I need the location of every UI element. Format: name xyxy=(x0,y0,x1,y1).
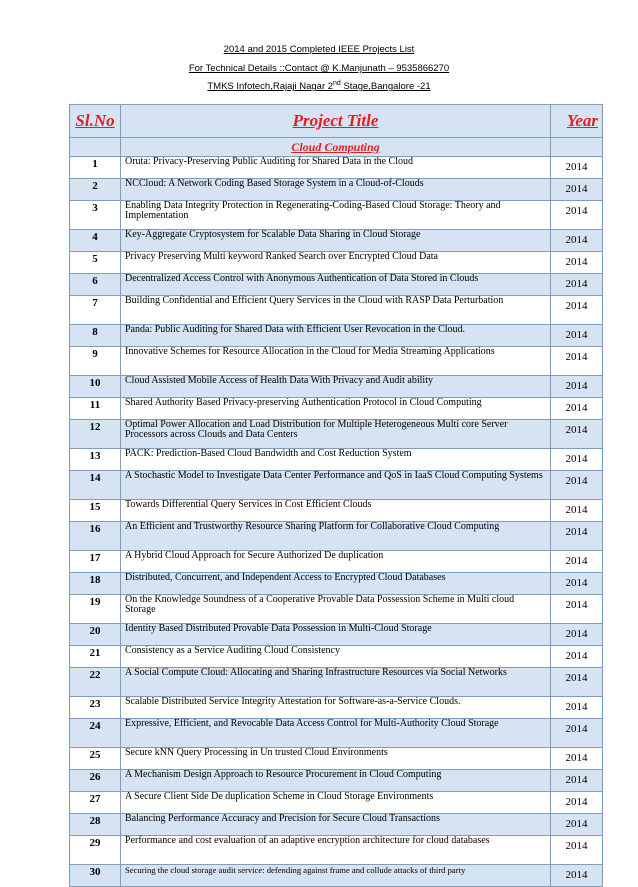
table-row xyxy=(70,792,603,814)
row-title: NCCloud: A Network Coding Based Storage System in a Cloud-of-Clouds xyxy=(121,179,551,201)
row-year: 2014 xyxy=(551,376,603,398)
row-slno: 17 xyxy=(70,551,121,573)
row-title: An Efficient and Trustworthy Resource Sharing Platform for Collaborative Cloud Computing xyxy=(121,522,551,551)
row-slno: 14 xyxy=(70,471,121,500)
row-slno: 21 xyxy=(70,646,121,668)
row-title: Panda: Public Auditing for Shared Data with Efficient User Revocation in the Cloud. xyxy=(121,325,551,347)
table-row xyxy=(70,376,603,398)
section-row xyxy=(70,138,603,157)
row-year: 2014 xyxy=(551,471,603,500)
row-title: Privacy Preserving Multi keyword Ranked Search over Encrypted Cloud Data xyxy=(121,252,551,274)
table-row xyxy=(70,325,603,347)
row-title: On the Knowledge Soundness of a Cooperative Provable Data Possession Scheme in Multi cloud Storage xyxy=(121,595,551,624)
row-year: 2014 xyxy=(551,230,603,252)
contact-line: For Technical Details ::Contact @ K.Manjunath – 9535866270 xyxy=(188,63,450,74)
table-row xyxy=(70,697,603,719)
row-slno: 27 xyxy=(70,792,121,814)
row-year: 2014 xyxy=(551,697,603,719)
row-year: 2014 xyxy=(551,865,603,887)
row-slno: 20 xyxy=(70,624,121,646)
row-title: Towards Differential Query Services in Cost Efficient Clouds xyxy=(121,500,551,522)
row-slno: 12 xyxy=(70,420,121,449)
table-row xyxy=(70,646,603,668)
row-slno: 13 xyxy=(70,449,121,471)
row-year: 2014 xyxy=(551,836,603,865)
table-row xyxy=(70,500,603,522)
row-title: PACK: Prediction-Based Cloud Bandwidth and Cost Reduction System xyxy=(121,449,551,471)
row-year: 2014 xyxy=(551,646,603,668)
row-title: Expressive, Efficient, and Revocable Data Access Control for Multi-Authority Cloud Storage xyxy=(121,719,551,748)
col-header-slno: Sl.No xyxy=(70,105,121,138)
table-row xyxy=(70,770,603,792)
row-title: A Mechanism Design Approach to Resource Procurement in Cloud Computing xyxy=(121,770,551,792)
table-row xyxy=(70,398,603,420)
table-row xyxy=(70,296,603,325)
row-slno: 19 xyxy=(70,595,121,624)
row-title: Optimal Power Allocation and Load Distribution for Multiple Heterogeneous Multi core Server Processors across Clouds and Data Centers xyxy=(121,420,551,449)
table-row xyxy=(70,624,603,646)
row-year: 2014 xyxy=(551,201,603,230)
row-slno: 6 xyxy=(70,274,121,296)
row-title: Key-Aggregate Cryptosystem for Scalable Data Sharing in Cloud Storage xyxy=(121,230,551,252)
row-title: Performance and cost evaluation of an adaptive encryption architecture for cloud databases xyxy=(121,836,551,865)
section-title: Cloud Computing xyxy=(121,138,551,157)
row-year: 2014 xyxy=(551,573,603,595)
row-slno: 9 xyxy=(70,347,121,376)
row-title: Shared Authority Based Privacy-preserving Authentication Protocol in Cloud Computing xyxy=(121,398,551,420)
table-row xyxy=(70,201,603,230)
table-row xyxy=(70,595,603,624)
row-title: Securing the cloud storage audit service: defending against frame and collude attacks of third party xyxy=(121,865,551,887)
row-title: Identity Based Distributed Provable Data Possession in Multi-Cloud Storage xyxy=(121,624,551,646)
row-year: 2014 xyxy=(551,274,603,296)
row-year: 2014 xyxy=(551,792,603,814)
row-slno: 18 xyxy=(70,573,121,595)
table-row xyxy=(70,157,603,179)
col-header-year: Year xyxy=(551,105,603,138)
table-header-row xyxy=(70,105,603,138)
row-slno: 8 xyxy=(70,325,121,347)
table-row xyxy=(70,230,603,252)
table-row xyxy=(70,719,603,748)
row-year: 2014 xyxy=(551,296,603,325)
row-title: A Hybrid Cloud Approach for Secure Authorized De duplication xyxy=(121,551,551,573)
row-title: Decentralized Access Control with Anonymous Authentication of Data Stored in Clouds xyxy=(121,274,551,296)
row-year: 2014 xyxy=(551,398,603,420)
row-title: Oruta: Privacy-Preserving Public Auditing for Shared Data in the Cloud xyxy=(121,157,551,179)
table-row xyxy=(70,449,603,471)
row-slno: 4 xyxy=(70,230,121,252)
row-slno: 30 xyxy=(70,865,121,887)
row-slno: 23 xyxy=(70,697,121,719)
row-title: Building Confidential and Efficient Query Services in the Cloud with RASP Data Perturbation xyxy=(121,296,551,325)
col-header-title: Project Title xyxy=(121,105,551,138)
row-slno: 11 xyxy=(70,398,121,420)
row-slno: 25 xyxy=(70,748,121,770)
row-slno: 15 xyxy=(70,500,121,522)
row-title: A Stochastic Model to Investigate Data Center Performance and QoS in IaaS Cloud Computing Systems xyxy=(121,471,551,500)
table-row xyxy=(70,573,603,595)
row-year: 2014 xyxy=(551,551,603,573)
row-year: 2014 xyxy=(551,500,603,522)
table-row xyxy=(70,471,603,500)
row-title: Consistency as a Service Auditing Cloud Consistency xyxy=(121,646,551,668)
row-slno: 5 xyxy=(70,252,121,274)
table-row xyxy=(70,522,603,551)
table-row xyxy=(70,274,603,296)
table-row xyxy=(70,179,603,201)
row-title: Cloud Assisted Mobile Access of Health Data With Privacy and Audit ability xyxy=(121,376,551,398)
row-year: 2014 xyxy=(551,719,603,748)
table-row xyxy=(70,668,603,697)
row-title: Distributed, Concurrent, and Independent Access to Encrypted Cloud Databases xyxy=(121,573,551,595)
row-slno: 24 xyxy=(70,719,121,748)
table-row xyxy=(70,836,603,865)
row-year: 2014 xyxy=(551,522,603,551)
row-year: 2014 xyxy=(551,179,603,201)
row-slno: 29 xyxy=(70,836,121,865)
table-row xyxy=(70,420,603,449)
table-row xyxy=(70,551,603,573)
row-slno: 1 xyxy=(70,157,121,179)
table-row xyxy=(70,814,603,836)
row-slno: 16 xyxy=(70,522,121,551)
row-title: A Social Compute Cloud: Allocating and Sharing Infrastructure Resources via Social Networks xyxy=(121,668,551,697)
row-slno: 26 xyxy=(70,770,121,792)
row-title: Enabling Data Integrity Protection in Regenerating-Coding-Based Cloud Storage: Theory and Implementation xyxy=(121,201,551,230)
row-slno: 3 xyxy=(70,201,121,230)
row-title: A Secure Client Side De duplication Scheme in Cloud Storage Environments xyxy=(121,792,551,814)
row-slno: 22 xyxy=(70,668,121,697)
row-title: Innovative Schemes for Resource Allocation in the Cloud for Media Streaming Applications xyxy=(121,347,551,376)
row-title: Secure kNN Query Processing in Un trusted Cloud Environments xyxy=(121,748,551,770)
row-year: 2014 xyxy=(551,595,603,624)
row-slno: 2 xyxy=(70,179,121,201)
row-year: 2014 xyxy=(551,770,603,792)
row-year: 2014 xyxy=(551,347,603,376)
row-slno: 7 xyxy=(70,296,121,325)
document-title: 2014 and 2015 Completed IEEE Projects List xyxy=(223,44,415,55)
row-title: Scalable Distributed Service Integrity Attestation for Software-as-a-Service Clouds. xyxy=(121,697,551,719)
row-year: 2014 xyxy=(551,252,603,274)
row-year: 2014 xyxy=(551,624,603,646)
row-year: 2014 xyxy=(551,420,603,449)
row-year: 2014 xyxy=(551,748,603,770)
row-title: Balancing Performance Accuracy and Precision for Secure Cloud Transactions xyxy=(121,814,551,836)
table-row xyxy=(70,865,603,887)
row-year: 2014 xyxy=(551,157,603,179)
row-year: 2014 xyxy=(551,325,603,347)
projects-table xyxy=(69,104,603,887)
row-slno: 10 xyxy=(70,376,121,398)
row-year: 2014 xyxy=(551,449,603,471)
address-line: TMKS Infotech,Rajaji Nagar 2nd Stage,Bangalore -21 xyxy=(207,80,431,93)
table-row xyxy=(70,347,603,376)
row-year: 2014 xyxy=(551,814,603,836)
row-slno: 28 xyxy=(70,814,121,836)
table-row xyxy=(70,252,603,274)
row-year: 2014 xyxy=(551,668,603,697)
table-row xyxy=(70,748,603,770)
